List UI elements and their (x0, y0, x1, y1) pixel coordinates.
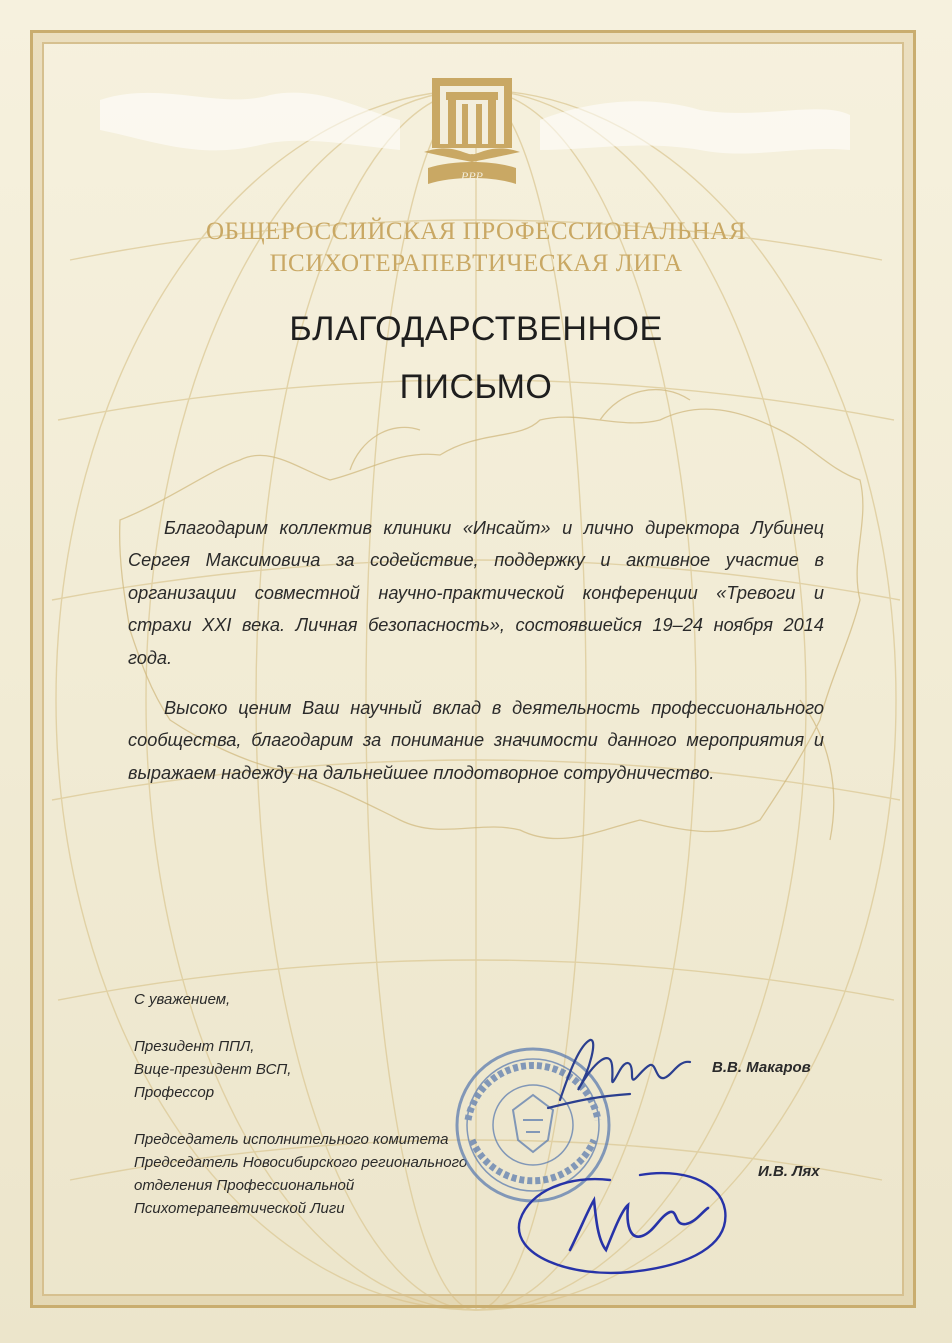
signatory2-title-2: Председатель Новосибирского регионального (134, 1154, 468, 1171)
organization-name-line1: ОБЩЕРОССИЙСКАЯ ПРОФЕССИОНАЛЬНАЯ (205, 218, 747, 245)
signatory2-title-4: Психотерапевтической Лиги (134, 1200, 345, 1217)
signatory1-title-1: Президент ППЛ, (134, 1038, 255, 1055)
document-title-line2: ПИСЬМО (399, 368, 553, 406)
closing-text: С уважением, (134, 991, 231, 1008)
signatory2-title-1: Председатель исполнительного комитета (134, 1131, 449, 1148)
organization-name-line2: ПСИХОТЕРАПЕВТИЧЕСКАЯ ЛИГА (269, 250, 683, 277)
signatory1-title-3: Профессор (134, 1084, 215, 1101)
signatory2-title-3: отделения Профессиональной (134, 1177, 355, 1194)
body-paragraph-2: Высоко ценим Ваш научный вклад в деятельность профессионального сообщества, благодарим за понимание значимости данного мероприятия и выражаем надежду на дальнейшее плодотворное сотрудничество. (128, 698, 824, 783)
league-emblem-icon (422, 72, 522, 192)
body-paragraph-1: Благодарим коллектив клиники «Инсайт» и лично директора Лубинец Сергея Максимовича за содействие, поддержку и активное участие в организации совместной научно-практической конференции «Тревоги и страхи XXI века. Личная безопасность», состоявшейся 19–24 ноября 2014 года. (128, 518, 824, 668)
signatory2-name: И.В. Лях (758, 1163, 820, 1180)
svg-text:PPP: PPP (461, 169, 483, 183)
signatory1-name: В.В. Макаров (712, 1059, 811, 1076)
signature-makarov-icon (540, 1030, 720, 1120)
document-title-line1: БЛАГОДАРСТВЕННОЕ (289, 310, 663, 348)
signature-lyakh-icon (510, 1150, 740, 1290)
signatory1-title-2: Вице-президент ВСП, (134, 1061, 292, 1078)
